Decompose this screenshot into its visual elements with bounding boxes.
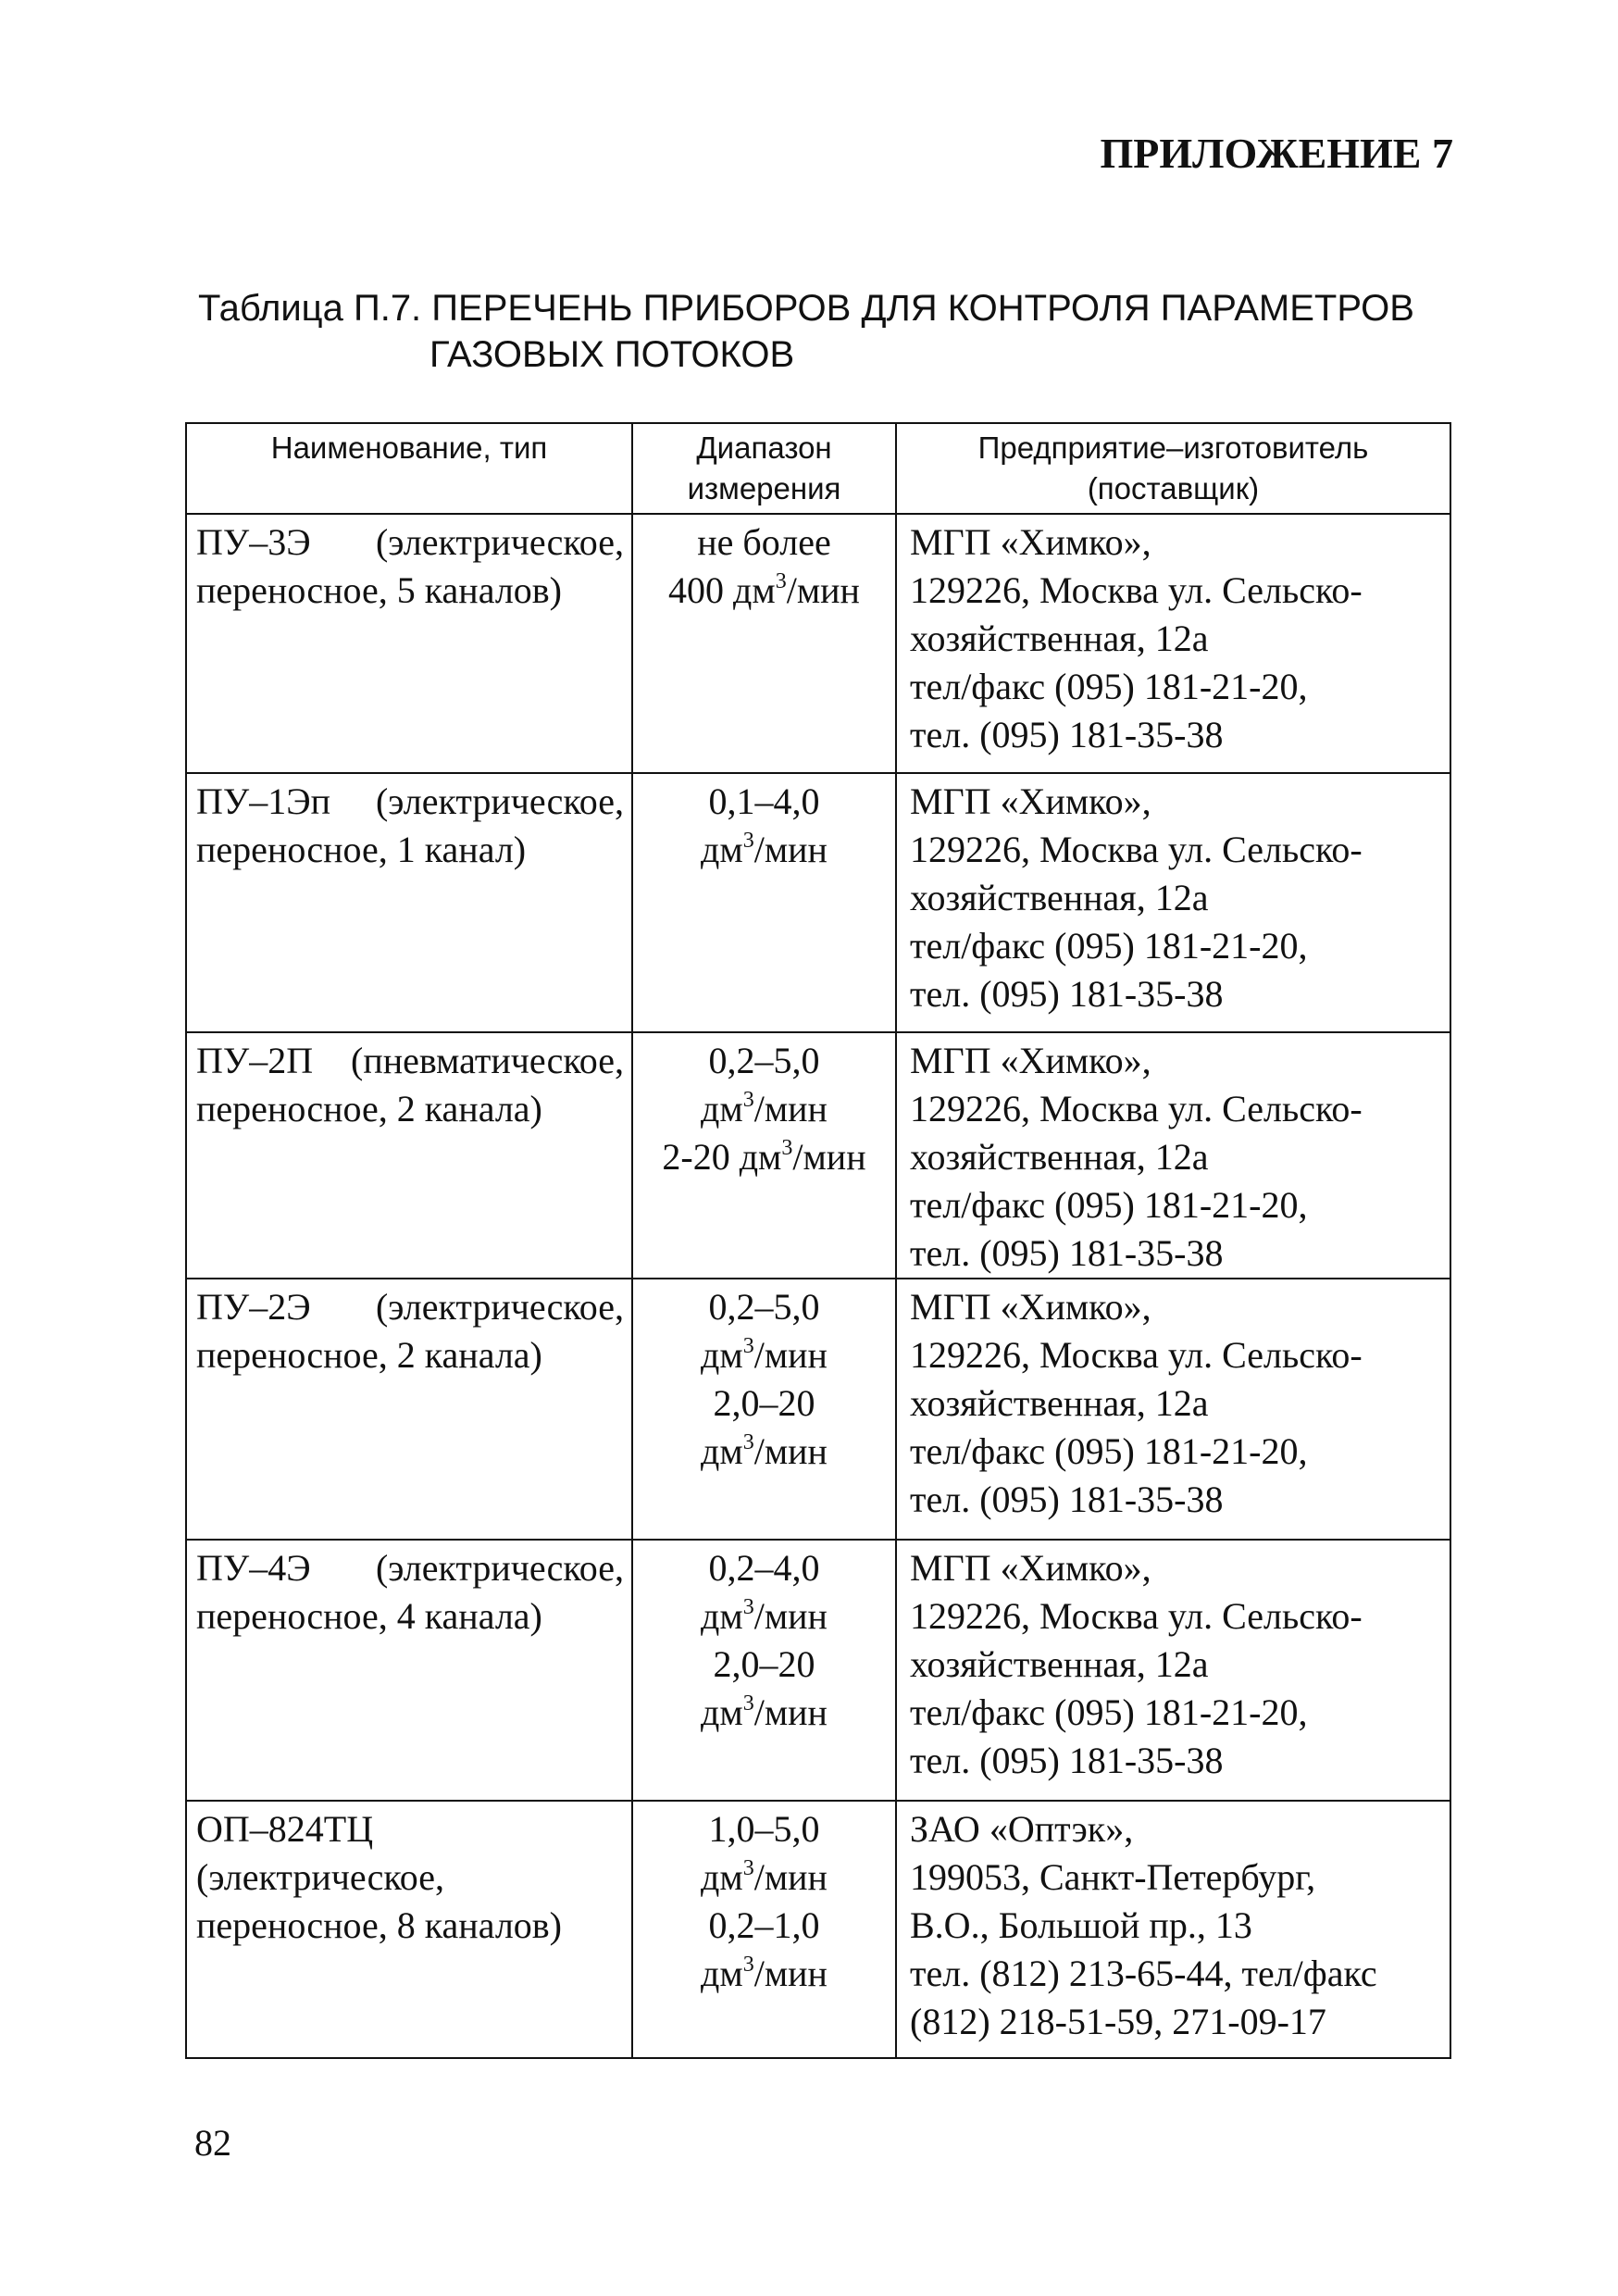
range-line	[633, 1379, 895, 1428]
header-manufacturer: Предприятие–изготовитель (поставщик)	[896, 423, 1450, 514]
range-value: 0,2–4,0	[708, 1547, 820, 1589]
table-body	[186, 514, 1450, 2058]
range-line	[633, 1641, 895, 1689]
range-unit	[701, 1691, 828, 1733]
range-value: 0,2–5,0	[708, 1286, 820, 1328]
unit-prefix: дм	[733, 569, 776, 611]
unit-suffix: /мин	[753, 1856, 828, 1898]
range-unit	[701, 829, 828, 870]
range-unit	[701, 1430, 828, 1472]
unit-suffix: /мин	[753, 1953, 828, 1994]
manufacturer-line: 129226, Москва ул. Сельско-	[910, 1334, 1363, 1376]
unit-prefix: дм	[701, 1430, 743, 1472]
range-unit	[740, 1136, 866, 1178]
manufacturer-cell	[896, 1801, 1450, 2058]
table-row	[186, 514, 1450, 773]
device-name-cell: ОП–824ТЦ (электрическое, переносное, 8 каналов)	[186, 1801, 632, 2058]
manufacturer-cell	[896, 773, 1450, 1032]
range-value: 2,0–20	[713, 1382, 815, 1424]
table-row	[186, 1279, 1450, 1540]
unit-suffix: /мин	[753, 1691, 828, 1733]
unit-power: 3	[742, 1691, 754, 1716]
unit-power: 3	[742, 1087, 754, 1112]
measurement-range-cell	[632, 773, 896, 1032]
unit-prefix: дм	[701, 1088, 743, 1129]
range-value: не более	[697, 521, 831, 563]
manufacturer-line: тел/факс (095) 181-21-20,	[910, 1184, 1308, 1226]
unit-power: 3	[742, 1952, 754, 1977]
device-name-cell: ПУ–2П (пневматическое, переносное, 2 канала)	[186, 1032, 632, 1279]
measurement-range-cell	[632, 1032, 896, 1279]
manufacturer-line: хозяйственная, 12а	[910, 877, 1209, 918]
manufacturer-line: 129226, Москва ул. Сельско-	[910, 1595, 1363, 1637]
header-measurement-range: Диапазон измерения	[632, 423, 896, 514]
range-value: 0,2–1,0	[708, 1904, 820, 1946]
measurement-range-cell	[632, 1540, 896, 1801]
manufacturer-line: тел. (095) 181-35-38	[910, 714, 1224, 755]
unit-prefix: дм	[701, 1691, 743, 1733]
manufacturer-line: 199053, Санкт-Петербург,	[910, 1856, 1316, 1898]
measurement-range-cell	[632, 1801, 896, 2058]
manufacturer-line: тел/факс (095) 181-21-20,	[910, 666, 1308, 707]
manufacturer-line: тел. (812) 213-65-44, тел/факс	[910, 1953, 1377, 1994]
range-value: 0,1–4,0	[708, 780, 820, 822]
range-line	[633, 1037, 895, 1085]
unit-prefix: дм	[739, 1136, 782, 1178]
unit-prefix: дм	[701, 829, 743, 870]
range-line	[633, 1428, 895, 1476]
unit-suffix: /мин	[753, 829, 828, 870]
manufacturer-line: хозяйственная, 12а	[910, 1382, 1209, 1424]
range-line	[633, 1283, 895, 1331]
unit-suffix: /мин	[753, 1088, 828, 1129]
table-caption-line1: Таблица П.7. ПЕРЕЧЕНЬ ПРИБОРОВ ДЛЯ КОНТРОЛЯ ПАРАМЕТРОВ	[198, 288, 1414, 329]
device-name-cell: ПУ–2Э (электрическое, переносное, 2 канала)	[186, 1279, 632, 1540]
device-table	[185, 422, 1451, 2059]
header-name-type: Наименование, тип	[186, 423, 632, 514]
table-row	[186, 1801, 1450, 2058]
table-row	[186, 773, 1450, 1032]
manufacturer-cell	[896, 1279, 1450, 1540]
manufacturer-line: тел/факс (095) 181-21-20,	[910, 1691, 1308, 1733]
manufacturer-line: хозяйственная, 12а	[910, 1643, 1209, 1685]
range-value: 0,2–5,0	[708, 1040, 820, 1081]
device-name-cell: ПУ–4Э (электрическое, переносное, 4 канала)	[186, 1540, 632, 1801]
range-line	[633, 518, 895, 567]
manufacturer-line: тел/факс (095) 181-21-20,	[910, 925, 1308, 967]
manufacturer-line: МГП «Химко»,	[910, 780, 1151, 822]
range-line	[633, 826, 895, 874]
unit-suffix: /мин	[792, 1136, 866, 1178]
device-name-cell: ПУ–3Э (электрическое, переносное, 5 каналов)	[186, 514, 632, 773]
manufacturer-line: В.О., Большой пр., 13	[910, 1904, 1252, 1946]
range-unit	[701, 1595, 828, 1637]
range-unit	[701, 1856, 828, 1898]
unit-power: 3	[781, 1135, 793, 1160]
unit-power: 3	[742, 1594, 754, 1619]
range-line	[633, 1853, 895, 1902]
unit-suffix: /мин	[786, 569, 860, 611]
appendix-title: ПРИЛОЖЕНИЕ 7	[1100, 130, 1453, 177]
manufacturer-line: тел/факс (095) 181-21-20,	[910, 1430, 1308, 1472]
manufacturer-line: тел. (095) 181-35-38	[910, 973, 1224, 1015]
measurement-range-cell	[632, 514, 896, 773]
unit-power: 3	[742, 828, 754, 853]
unit-prefix: дм	[701, 1953, 743, 1994]
unit-power: 3	[742, 1855, 754, 1880]
range-value: 2-20	[662, 1136, 740, 1178]
manufacturer-line: ЗАО «Оптэк»,	[910, 1808, 1134, 1850]
manufacturer-cell	[896, 1032, 1450, 1279]
range-line	[633, 1689, 895, 1737]
unit-prefix: дм	[701, 1856, 743, 1898]
manufacturer-line: МГП «Химко»,	[910, 1286, 1151, 1328]
unit-prefix: дм	[701, 1595, 743, 1637]
device-name-cell: ПУ–1Эп (электрическое, переносное, 1 канал)	[186, 773, 632, 1032]
unit-power: 3	[775, 568, 787, 593]
unit-prefix: дм	[701, 1334, 743, 1376]
range-unit	[701, 1334, 828, 1376]
measurement-range-cell	[632, 1279, 896, 1540]
manufacturer-line: тел. (095) 181-35-38	[910, 1232, 1224, 1274]
range-line	[633, 1544, 895, 1592]
manufacturer-line: (812) 218-51-59, 271-09-17	[910, 2001, 1326, 2042]
range-unit	[701, 1953, 828, 1994]
range-value: 1,0–5,0	[708, 1808, 820, 1850]
manufacturer-line: МГП «Химко»,	[910, 521, 1151, 563]
table-row	[186, 1540, 1450, 1801]
range-value: 2,0–20	[713, 1643, 815, 1685]
manufacturer-line: 129226, Москва ул. Сельско-	[910, 569, 1363, 611]
manufacturer-line: тел. (095) 181-35-38	[910, 1740, 1224, 1781]
manufacturer-cell	[896, 1540, 1450, 1801]
unit-power: 3	[742, 1429, 754, 1454]
table-row	[186, 1032, 1450, 1279]
table-caption	[198, 285, 1494, 378]
manufacturer-line: хозяйственная, 12а	[910, 618, 1209, 659]
range-unit	[701, 1088, 828, 1129]
range-line	[633, 1133, 895, 1181]
range-line	[633, 1085, 895, 1133]
manufacturer-line: хозяйственная, 12а	[910, 1136, 1209, 1178]
manufacturer-line: тел. (095) 181-35-38	[910, 1479, 1224, 1520]
table-header-row	[186, 423, 1450, 514]
range-line	[633, 1805, 895, 1853]
range-unit	[733, 569, 860, 611]
range-line	[633, 778, 895, 826]
unit-suffix: /мин	[753, 1430, 828, 1472]
manufacturer-line: 129226, Москва ул. Сельско-	[910, 829, 1363, 870]
table-caption-line2: ГАЗОВЫХ ПОТОКОВ	[429, 334, 795, 375]
unit-suffix: /мин	[753, 1334, 828, 1376]
page-number: 82	[194, 2122, 231, 2164]
range-line	[633, 1592, 895, 1641]
manufacturer-line: МГП «Химко»,	[910, 1547, 1151, 1589]
range-line	[633, 1331, 895, 1379]
range-line	[633, 567, 895, 615]
manufacturer-line: МГП «Химко»,	[910, 1040, 1151, 1081]
manufacturer-line: 129226, Москва ул. Сельско-	[910, 1088, 1363, 1129]
range-line	[633, 1950, 895, 1998]
range-value: 400	[668, 569, 734, 611]
manufacturer-cell	[896, 514, 1450, 773]
unit-suffix: /мин	[753, 1595, 828, 1637]
unit-power: 3	[742, 1333, 754, 1358]
range-line	[633, 1902, 895, 1950]
